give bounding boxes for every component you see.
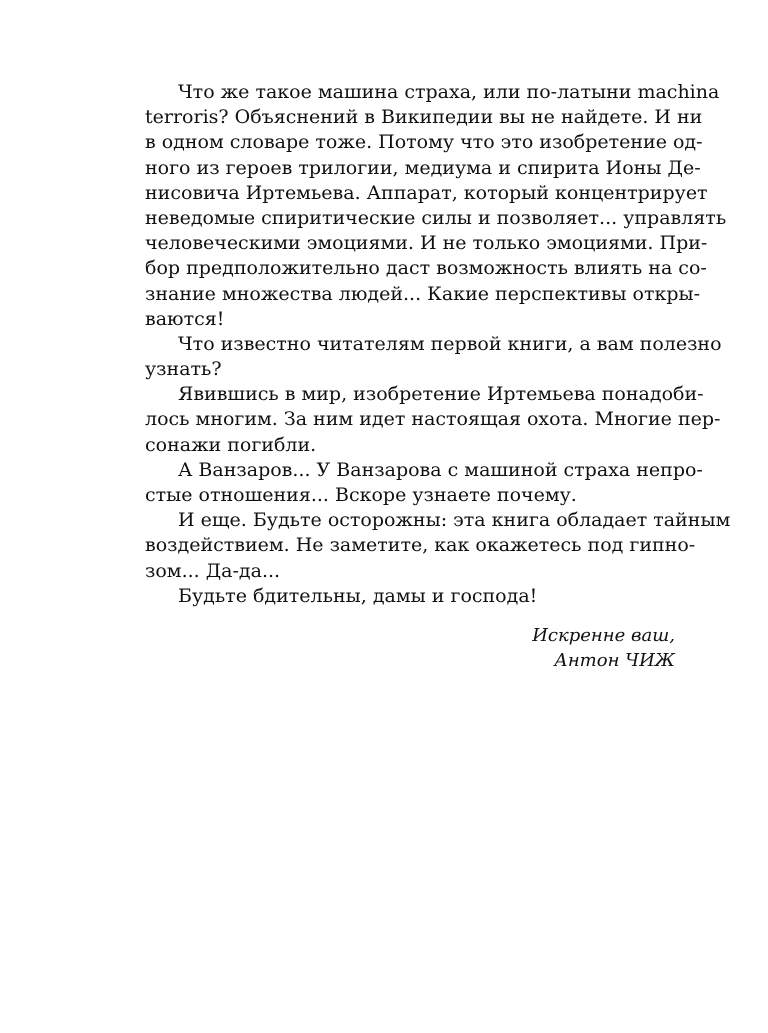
paragraph-3 [145,382,721,458]
text-line: И еще. Будьте осторожны: эта книга обладает тайным [178,509,731,532]
text-line: зом... Да-да... [145,559,281,582]
text-line: в одном словаре тоже. Потому что это изобретение од- [145,131,703,154]
paragraph-2 [145,332,722,382]
author-signature [145,623,675,673]
signature-author-name: Антон ЧИЖ [554,650,675,672]
signature-closing: Искренне ваш, [532,625,675,646]
text-line: Что известно читателям первой книги, а вам полезно [178,332,722,355]
paragraph-6 [145,584,675,609]
text-line: узнать? [145,358,222,381]
text-line: нисовича Иртемьева. Аппарат, который концентрирует [145,181,708,204]
paragraph-5 [145,508,731,584]
text-line: лось многим. За ним идет настоящая охота. Многие пер- [145,408,721,431]
paragraph-4 [145,458,703,508]
text-line: ваются! [145,307,225,330]
text-line: стые отношения... Вскоре узнаете почему. [145,484,577,506]
text-line: сонажи погибли. [145,433,317,456]
text-line: Что же такое машина страха, или по-латыни machina [178,81,720,103]
text-line: Явившись в мир, изобретение Иртемьева понадоби- [178,383,704,406]
text-line: знание множества людей... Какие перспективы откры- [145,282,701,305]
text-line: А Ванзаров... У Ванзарова с машиной страха непро- [178,458,703,481]
text-line: неведомые спиритические силы и позволяет... управлять [145,206,727,229]
text-line: бор предположительно даст возможность влиять на со- [145,257,707,280]
text-line: Будьте бдительны, дамы и господа! [178,584,538,607]
body-text [145,80,731,609]
text-line: terroris? Объяснений в Википедии вы не найдете. И ни [145,106,703,129]
paragraph-1 [145,80,727,332]
text-line: ного из героев трилогии, медиума и спирита Ионы Де- [145,156,701,179]
text-line: человеческими эмоциями. И не только эмоциями. При- [145,232,708,255]
text-line: воздействием. Не заметите, как окажетесь под гипно- [145,534,696,557]
